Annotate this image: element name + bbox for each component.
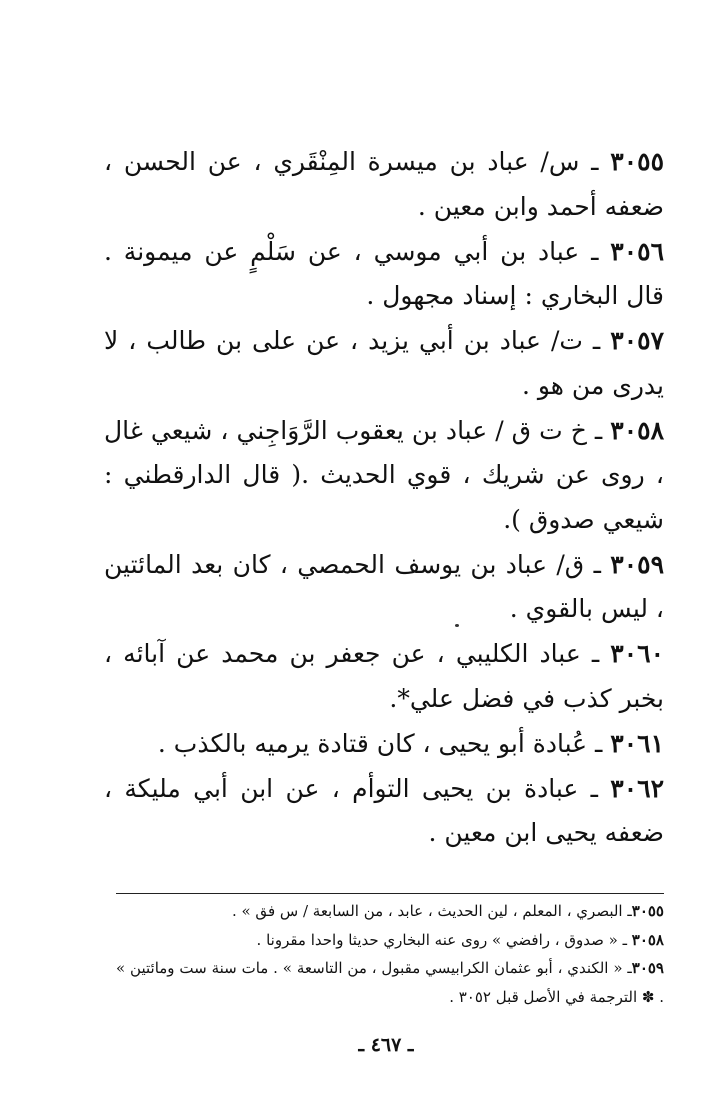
entry-text: ـ عباد الكليبي ، عن جعفر بن محمد عن آبائه ، بخبر كذب في فضل علي*. [104, 639, 664, 713]
entry-number: ٣٠٦١ [610, 728, 664, 758]
footnote-divider [116, 893, 664, 894]
scan-speck [455, 624, 459, 627]
entry-number: ٣٠٥٥ [610, 147, 664, 176]
entry-number: ٣٠٥٦ [610, 236, 664, 266]
footnote-text: ـ « الكندي ، أبو عثمان الكرابيسي مقبول ، من التاسعة » . مات سنة ست ومائتين » . ✽ الترجمة في الأصل قبل ٣٠٥٢ . [116, 959, 664, 1006]
page-number: ـ ٤٦٧ ـ [358, 1034, 414, 1056]
entry-number: ٣٠٥٨ [610, 415, 664, 445]
main-text [104, 140, 664, 856]
entry-3057 [104, 319, 664, 408]
entry-text: ـ ق/ عباد بن يوسف الحمصي ، كان بعد المائتين ، ليس بالقوي . [104, 549, 664, 623]
entry-3059 [104, 543, 664, 632]
entry-3060 [104, 632, 664, 721]
entry-number: ٣٠٥٧ [610, 326, 664, 355]
entry-number: ٣٠٥٩ [610, 549, 664, 579]
entry-3061 [104, 722, 664, 767]
entry-text: ـ خ ت ق / عباد بن يعقوب الرَّوَاجِني ، شيعي غال ، روى عن شريك ، قوي الحديث .( قال الدارقطني : شيعي صدوق ). [104, 415, 664, 534]
footnote-text: ـ البصري ، المعلم ، لين الحديث ، عابد ، من السابعة / س فق » . [231, 902, 632, 920]
entry-text: ـ س/ عباد بن ميسرة المِنْقَري ، عن الحسن ، ضعفه أحمد وابن معين . [104, 147, 664, 221]
footnote-number: ٣٠٥٥ [631, 902, 664, 920]
entry-3062 [104, 767, 664, 856]
footnote-number: ٣٠٥٨ [631, 930, 664, 949]
entry-3058 [104, 409, 664, 543]
entry-text: ـ ت/ عباد بن أبي يزيد ، عن على بن طالب ، لا يدرى من هو . [104, 326, 664, 400]
entry-3055 [104, 140, 664, 229]
footnote-3055 [116, 897, 664, 926]
entry-number: ٣٠٦٠ [610, 639, 664, 668]
footnote-text: ـ « صدوق ، رافضي » روى عنه البخاري حديثا واحدا مقرونا . [256, 930, 632, 949]
footnotes [116, 897, 664, 1011]
entry-text: ـ عُبادة أبو يحيى ، كان قتادة يرميه بالكذب . [157, 728, 611, 758]
footnote-3059 [116, 954, 664, 1011]
footnote-number: ٣٠٥٩ [631, 959, 664, 977]
entry-3056 [104, 230, 664, 319]
entry-number: ٣٠٦٢ [610, 773, 664, 803]
entry-text: ـ عبادة بن يحيى التوأم ، عن ابن أبي مليكة ، ضعفه يحيى ابن معين . [104, 773, 664, 847]
entry-text: ـ عباد بن أبي موسي ، عن سَلْمٍ عن ميمونة . قال البخاري : إسناد مجهول . [104, 236, 664, 310]
footnote-3058 [116, 926, 664, 955]
